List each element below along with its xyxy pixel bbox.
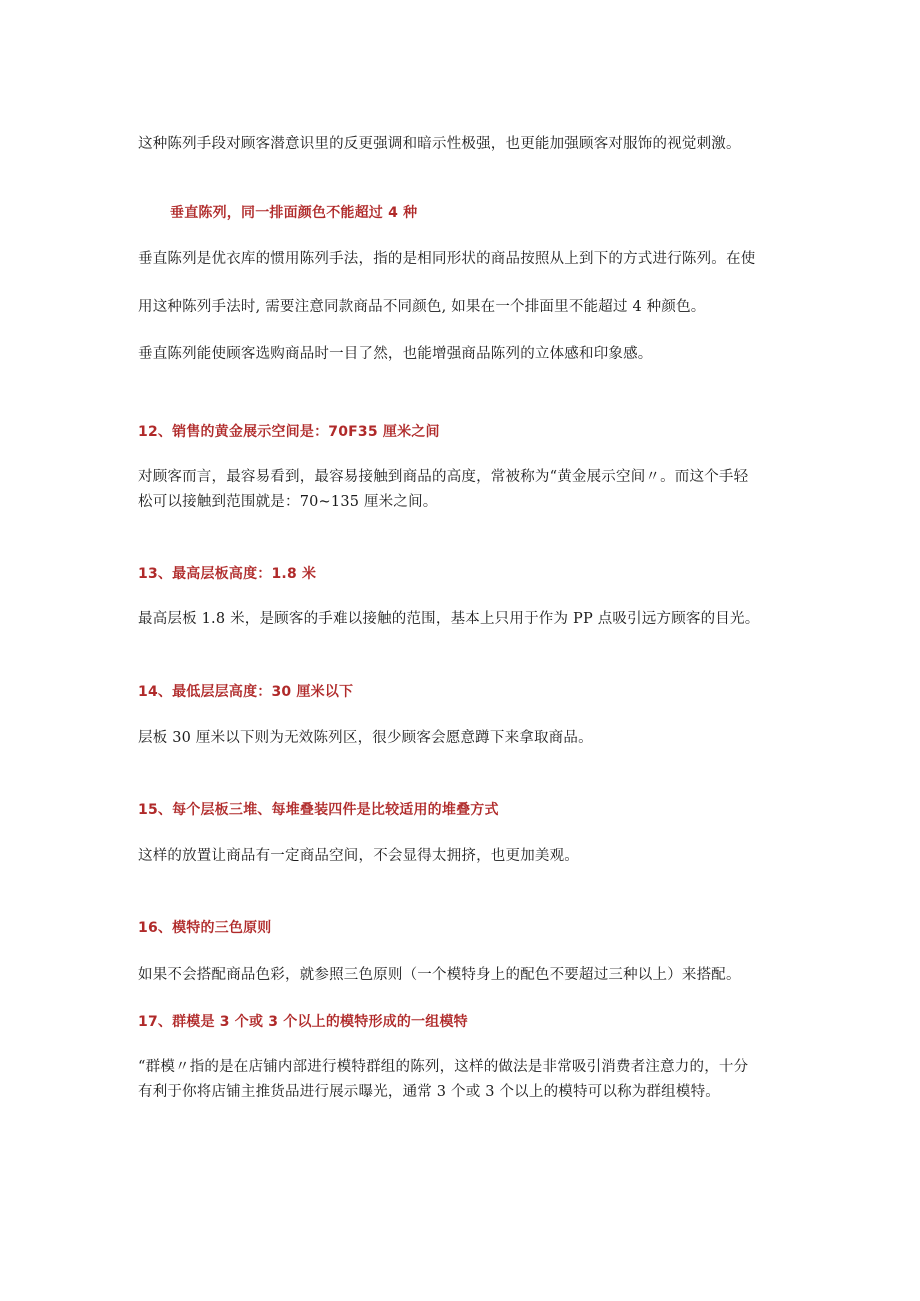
paragraph-line: 松可以接触到范围就是：70~135 厘米之间。 bbox=[138, 494, 438, 510]
paragraph-line: 对顾客而言，最容易看到，最容易接触到商品的高度，常被称为“黄金展示空间〃。而这个手轻 bbox=[138, 469, 749, 485]
section-heading-14: 14、最低层层高度：30 厘米以下 bbox=[138, 684, 354, 700]
section-heading-17: 17、群模是 3 个或 3 个以上的模特形成的一组模特 bbox=[138, 1014, 468, 1030]
paragraph-line: 层板 30 厘米以下则为无效陈列区，很少顾客会愿意蹲下来拿取商品。 bbox=[138, 730, 593, 746]
paragraph-line: 垂直陈列能使顾客选购商品时一目了然，也能增强商品陈列的立体感和印象感。 bbox=[138, 346, 653, 362]
paragraph-line: 如果不会搭配商品色彩，就参照三色原则（一个模特身上的配色不要超过三种以上）来搭配。 bbox=[138, 967, 741, 983]
section-heading-13: 13、最高层板高度：1.8 米 bbox=[138, 566, 317, 582]
paragraph-line: 这种陈列手段对顾客潜意识里的反更强调和暗示性极强，也更能加强顾客对服饰的视觉刺激。 bbox=[138, 136, 741, 152]
paragraph-line: 垂直陈列是优衣库的惯用陈列手法，指的是相同形状的商品按照从上到下的方式进行陈列。在使 bbox=[138, 251, 756, 267]
section-heading-16: 16、模特的三色原则 bbox=[138, 920, 272, 936]
paragraph-line: 有利于你将店铺主推货品进行展示曝光，通常 3 个或 3 个以上的模特可以称为群组模特。 bbox=[138, 1084, 720, 1100]
paragraph-line: “群模〃指的是在店铺内部进行模特群组的陈列，这样的做法是非常吸引消费者注意力的，十分 bbox=[138, 1059, 749, 1075]
section-heading-vertical-display: 垂直陈列，同一排面颜色不能超过 4 种 bbox=[170, 205, 418, 221]
paragraph-line: 这样的放置让商品有一定商品空间，不会显得太拥挤，也更加美观。 bbox=[138, 848, 579, 864]
section-heading-15: 15、每个层板三堆、每堆叠装四件是比较适用的堆叠方式 bbox=[138, 802, 499, 818]
paragraph-line: 最高层板 1.8 米，是顾客的手难以接触的范围，基本上只用于作为 PP 点吸引远方顾客的目光。 bbox=[138, 611, 760, 627]
paragraph-line: 用这种陈列手法时, 需要注意同款商品不同颜色, 如果在一个排面里不能超过 4 种颜色。 bbox=[138, 299, 706, 315]
section-heading-12: 12、销售的黄金展示空间是：70F35 厘米之间 bbox=[138, 424, 440, 440]
